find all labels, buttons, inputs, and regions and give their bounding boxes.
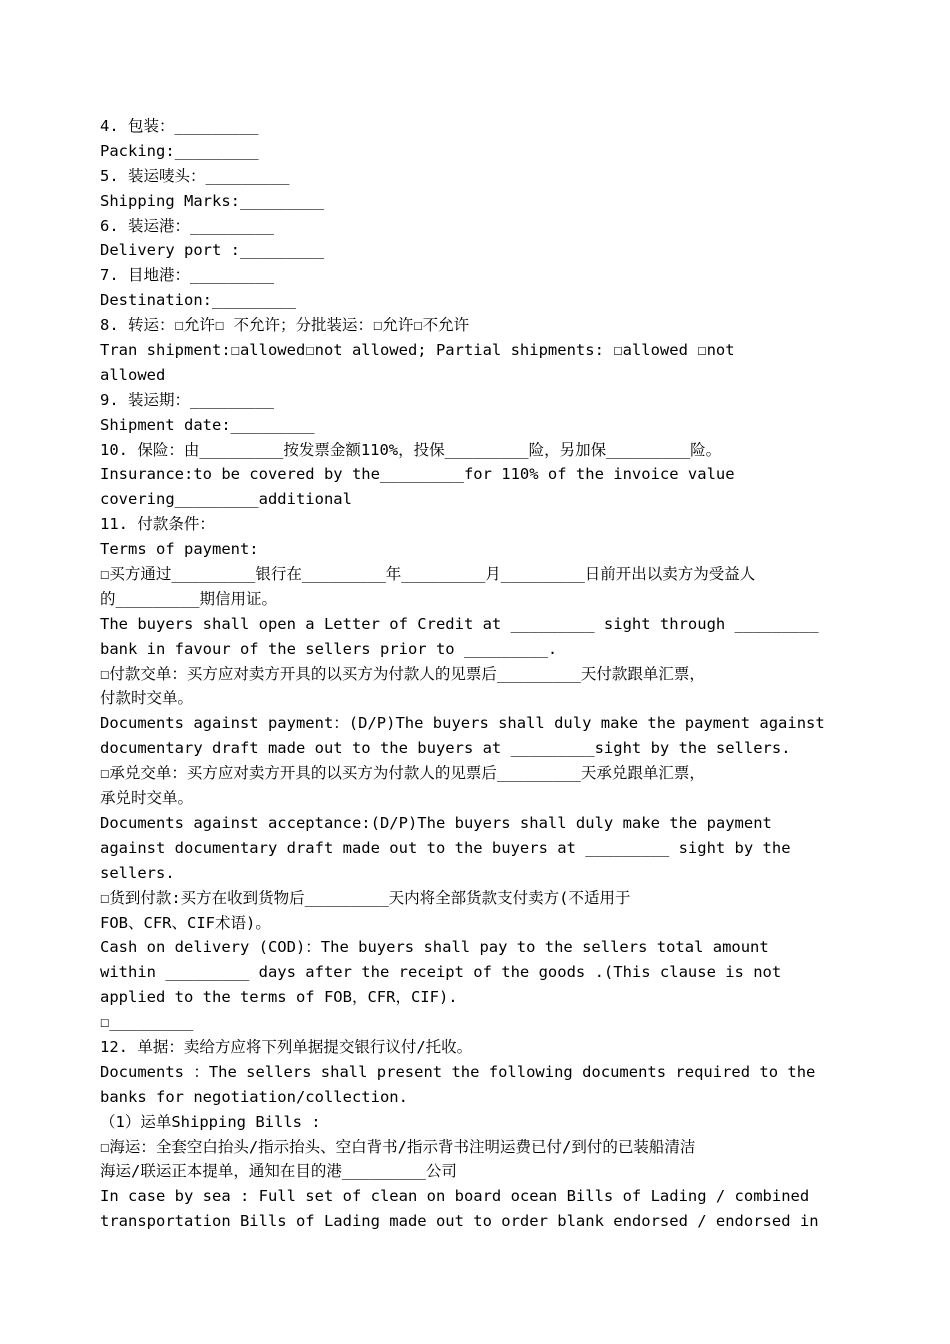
- text-line: applied to the terms of FOB，CFR，CIF).: [100, 988, 458, 1007]
- text-line: Shipping Marks:_________: [100, 191, 324, 210]
- text-line: ☐货到付款:买方在收到货物后_________天内将全部货款支付卖方(不适用于: [100, 888, 631, 907]
- text-line: Insurance:to be covered by the_________for 110% of the invoice value: [100, 465, 735, 484]
- text-line: against documentary draft made out to the buyers at _________ sight by the: [100, 838, 791, 857]
- text-line: bank in favour of the sellers prior to _________.: [100, 639, 558, 658]
- text-line: Packing:_________: [100, 141, 259, 160]
- text-line: （1）运单Shipping Bills :: [100, 1112, 321, 1131]
- text-line: documentary draft made out to the buyers at _________sight by the sellers.: [100, 739, 791, 758]
- text-line: sellers.: [100, 863, 175, 882]
- text-line: Shipment date:_________: [100, 415, 315, 434]
- text-line: 付款时交单。: [100, 689, 194, 708]
- text-line: Tran shipment:☐allowed☐not allowed; Partial shipments: ☐allowed ☐not: [100, 341, 735, 360]
- text-line: Delivery port :_________: [100, 241, 324, 260]
- text-line: Documents ：The sellers shall present the following documents required to the: [100, 1062, 816, 1081]
- text-line: Destination:_________: [100, 291, 296, 310]
- text-line: 4. 包装：_________: [100, 117, 259, 135]
- contract-text-body: [100, 114, 860, 1234]
- text-line: ☐_________: [100, 1013, 194, 1032]
- text-line: 11. 付款条件：: [100, 515, 215, 534]
- text-line: 7. 目地港：_________: [100, 266, 274, 285]
- text-line: 9. 装运期：_________: [100, 390, 274, 409]
- text-line: 的_________期信用证。: [100, 589, 277, 608]
- text-line: 承兑时交单。: [100, 789, 194, 808]
- text-line: transportation Bills of Lading made out to order blank endorsed / endorsed in: [100, 1212, 819, 1231]
- text-line: ☐买方通过_________银行在_________年_________月_________日前开出以卖方为受益人: [100, 565, 756, 584]
- text-line: Terms of payment:: [100, 540, 259, 559]
- text-line: allowed: [100, 365, 166, 384]
- text-line: ☐付款交单：买方应对卖方开具的以买方为付款人的见票后_________天付款跟单汇票，: [100, 664, 705, 683]
- text-line: within _________ days after the receipt of the goods .(This clause is not: [100, 963, 782, 982]
- text-line: ☐海运：全套空白抬头/指示抬头、空白背书/指示背书注明运费已付/到付的已装船清洁: [100, 1137, 696, 1156]
- text-line: ☐承兑交单：买方应对卖方开具的以买方为付款人的见票后_________天承兑跟单汇票，: [100, 764, 705, 783]
- text-line: 10. 保险：由_________按发票金额110%，投保_________险，另加保_________险。: [100, 440, 722, 459]
- text-line: Documents against payment：(D/P)The buyers shall duly make the payment against: [100, 714, 825, 733]
- text-line: 8. 转运：☐允许☐ 不允许；分批装运：☐允许☐不允许: [100, 316, 470, 335]
- text-line: 6. 装运港：_________: [100, 216, 274, 235]
- text-line: The buyers shall open a Letter of Credit at _________ sight through _________: [100, 614, 819, 633]
- text-line: Cash on delivery (COD)：The buyers shall pay to the sellers total amount: [100, 938, 769, 957]
- text-line: FOB、CFR、CIF术语)。: [100, 913, 271, 932]
- text-line: covering_________additional: [100, 490, 352, 509]
- text-line: 5. 装运唛头：_________: [100, 166, 290, 185]
- text-line: Documents against acceptance:(D/P)The buyers shall duly make the payment: [100, 813, 772, 832]
- text-line: banks for negotiation/collection.: [100, 1087, 408, 1106]
- text-line: 海运/联运正本提单，通知在目的港_________公司: [100, 1162, 457, 1181]
- text-line: In case by sea : Full set of clean on board ocean Bills of Lading / combined: [100, 1187, 810, 1206]
- text-line: 12. 单据：卖给方应将下列单据提交银行议付/托收。: [100, 1037, 473, 1056]
